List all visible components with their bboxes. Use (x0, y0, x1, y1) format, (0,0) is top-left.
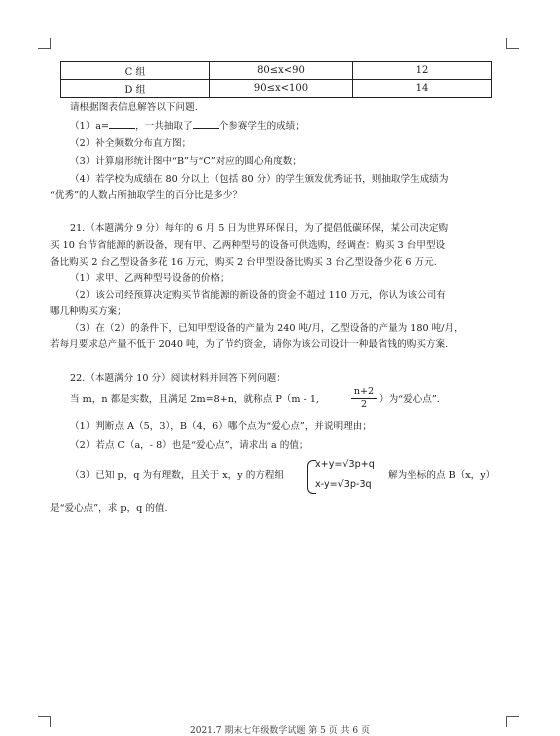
q22-definition-b: ）为“爱心点”. (379, 394, 440, 405)
q22-title: 22.（本题满分 10 分）阅读材料并回答下列问题： (70, 373, 286, 384)
q20-part4-line1: （4）若学校为成绩在 80 分以上（包括 80 分）的学生颁发优秀证书，则抽取学生成绩为 (70, 174, 449, 185)
answer-blank (193, 119, 219, 129)
q20-part3: （3）计算扇形统计图中“B”与“C”对应的圆心角度数； (70, 156, 302, 167)
q20-part2: （2）补全频数分布直方图； (70, 138, 192, 149)
page-footer: 2021.7 期末七年级数学试题 第 5 页 共 6 页 (190, 726, 370, 736)
table-row (61, 62, 492, 80)
group-cell: C 组 (61, 62, 210, 80)
equation-1: x+y=√3p+q (315, 459, 375, 470)
q22-part1: （1）判断点 A（5，3），B（4，6）哪个点为“爱心点”，并说明理由； (70, 421, 372, 432)
count-cell: 14 (353, 80, 492, 98)
fraction-n-plus-2-over-2 (351, 386, 377, 411)
q21-part1: （1）求甲、乙两种型号设备的价格； (70, 273, 230, 284)
q22-part3-b: 解为坐标的点 B（x，y） (388, 470, 496, 481)
table-row (61, 80, 492, 98)
q21-part3-line2: 若每月要求总产量不低于 2040 吨，为了节约资金，请你为该公司设计一种最省钱的购买方案. (50, 339, 449, 350)
group-cell: D 组 (61, 80, 210, 98)
q22-part3-c: 是“爱心点”，求 p，q 的值. (50, 503, 168, 514)
q21-line2: 买 10 台节省能源的新设备，现有甲、乙两种型号的设备可供选购，经调查：购买 3 台甲型设 (50, 240, 446, 251)
count-cell: 12 (353, 62, 492, 80)
q21-part3: （3）在（2）的条件下，已知甲型设备的产量为 240 吨/月，乙型设备的产量为 180 吨/月， (70, 323, 464, 334)
range-cell: 90≤x<100 (210, 80, 353, 98)
score-group-table (60, 61, 492, 98)
q20-part1 (70, 119, 305, 134)
fraction-denominator: 2 (360, 399, 368, 410)
q20-part1-a: （1）a= (70, 121, 110, 132)
q21-line1: 21.（本题满分 9 分）每年的 6 月 5 日为世界环保日，为了提倡低碳环保，某公司决定购 (70, 223, 449, 234)
crop-mark-top-right (506, 38, 519, 49)
q22-part2: （2）若点 C（a，- 8）也是“爱心点”，请求出 a 的值； (70, 440, 309, 451)
q20-part1-c: 个参赛学生的成绩； (218, 121, 305, 132)
range-cell: 80≤x<90 (210, 62, 353, 80)
q22-part3-a: （3）已知 p，q 为有理数，且关于 x，y 的方程组 (70, 470, 285, 481)
equation-2: x-y=√3p-3q (315, 479, 372, 490)
q20-intro: 请根据图表信息解答以下问题. (70, 102, 198, 113)
q20-part1-b: ，一共抽取了 (135, 121, 193, 132)
answer-blank (109, 119, 135, 129)
q20-part4-line2: “优秀”的人数占所抽取学生的百分比是多少？ (50, 190, 243, 201)
q22-definition-a: 当 m，n 都是实数，且满足 2m=8+n，就称点 P（m - 1, (70, 394, 319, 405)
q21-part2: （2）该公司经预算决定购买节省能源的新设备的资金不超过 110 万元，你认为该公司有 (70, 290, 446, 301)
q21-line3: 备比购买 2 台乙型设备多花 16 万元，购买 2 台甲型设备比购买 3 台乙型设备少花 6 万元. (50, 257, 437, 268)
fraction-numerator: n+2 (351, 386, 377, 399)
q21-part2-line2: 哪几种购买方案； (50, 306, 127, 317)
crop-mark-top-left (38, 38, 51, 49)
